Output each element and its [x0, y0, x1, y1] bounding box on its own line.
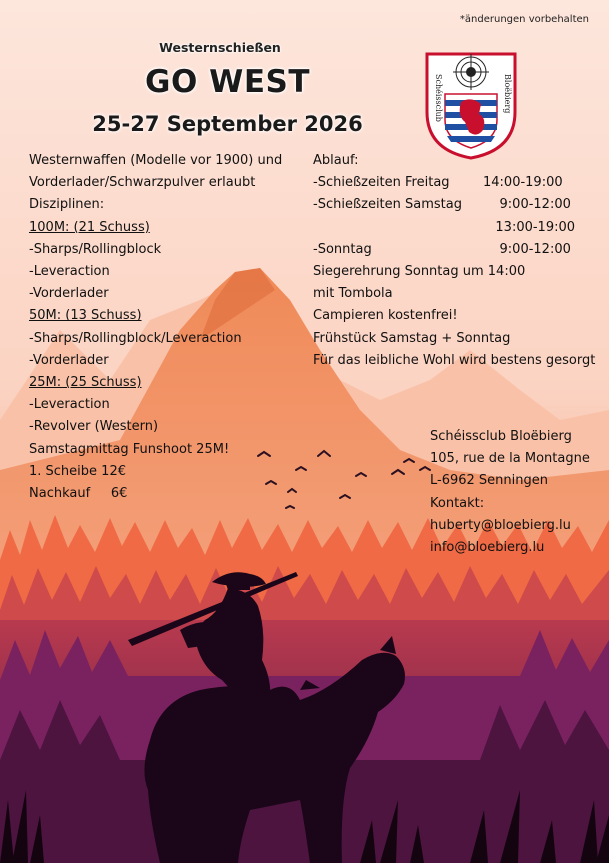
schedule-line: -Schießzeiten Freitag 14:00-19:00 [313, 175, 563, 191]
info-line: Campieren kostenfrei! [313, 308, 458, 324]
event-name: Westernschießen [159, 40, 281, 55]
info-line: Westernwaffen (Modelle vor 1900) und [29, 153, 283, 168]
contact-block [430, 426, 590, 559]
info-line: Für das leibliche Wohl wird bestens gesorgt [313, 352, 596, 368]
disclaimer-note: *änderungen vorbehalten [459, 14, 589, 25]
info-line: -Revolver (Western) [29, 419, 159, 435]
logo-left-text: Schéissclub [434, 74, 443, 122]
info-line: Samstagmittag Funshoot 25M! [29, 441, 230, 457]
info-line: -Leveraction [29, 397, 110, 413]
info-line: Frühstück Samstag + Sonntag [313, 330, 511, 346]
info-line: -Vorderlader [29, 352, 109, 368]
schedule-line: -Schießzeiten Samstag 9:00-12:00 [313, 197, 571, 213]
info-line: 1. Scheibe 12€ [29, 463, 126, 479]
event-date: 25-27 September 2026 [92, 112, 363, 136]
info-line: Disziplinen: [29, 197, 105, 213]
club-street: 105, rue de la Montagne [430, 451, 590, 467]
info-line: Nachkauf 6€ [29, 486, 128, 502]
info-line: -Sharps/Rollingblock [29, 241, 162, 257]
club-name: Schéissclub Bloëbierg [430, 429, 572, 444]
info-line: mit Tombola [313, 286, 393, 302]
info-line: -Leveraction [29, 264, 110, 280]
disciplines-column [29, 150, 282, 505]
schedule-line: Ablauf: [313, 153, 359, 168]
info-line: Vorderlader/Schwarzpulver erlaubt [29, 175, 256, 191]
section-heading-25m: 25M: (25 Schuss) [29, 375, 142, 391]
info-line: Siegerehrung Sonntag um 14:00 [313, 264, 526, 280]
schedule-column [313, 150, 595, 372]
email-link[interactable]: huberty@bloebierg.lu [430, 517, 571, 533]
info-line: -Sharps/Rollingblock/Leveraction [29, 330, 242, 346]
poster-title: GO WEST [145, 64, 310, 100]
section-heading-100m: 100M: (21 Schuss) [29, 219, 150, 235]
schedule-line: 13:00-19:00 [483, 219, 576, 235]
club-city: L-6962 Senningen [430, 473, 548, 489]
section-heading-50m: 50M: (13 Schuss) [29, 308, 142, 324]
info-line: -Vorderlader [29, 286, 109, 302]
contact-label: Kontakt: [430, 495, 485, 511]
logo-right-text: Bloëbierg [503, 74, 512, 114]
club-logo [425, 52, 517, 160]
schedule-line: -Sonntag 9:00-12:00 [313, 241, 571, 257]
email-link[interactable]: info@bloebierg.lu [430, 540, 545, 556]
